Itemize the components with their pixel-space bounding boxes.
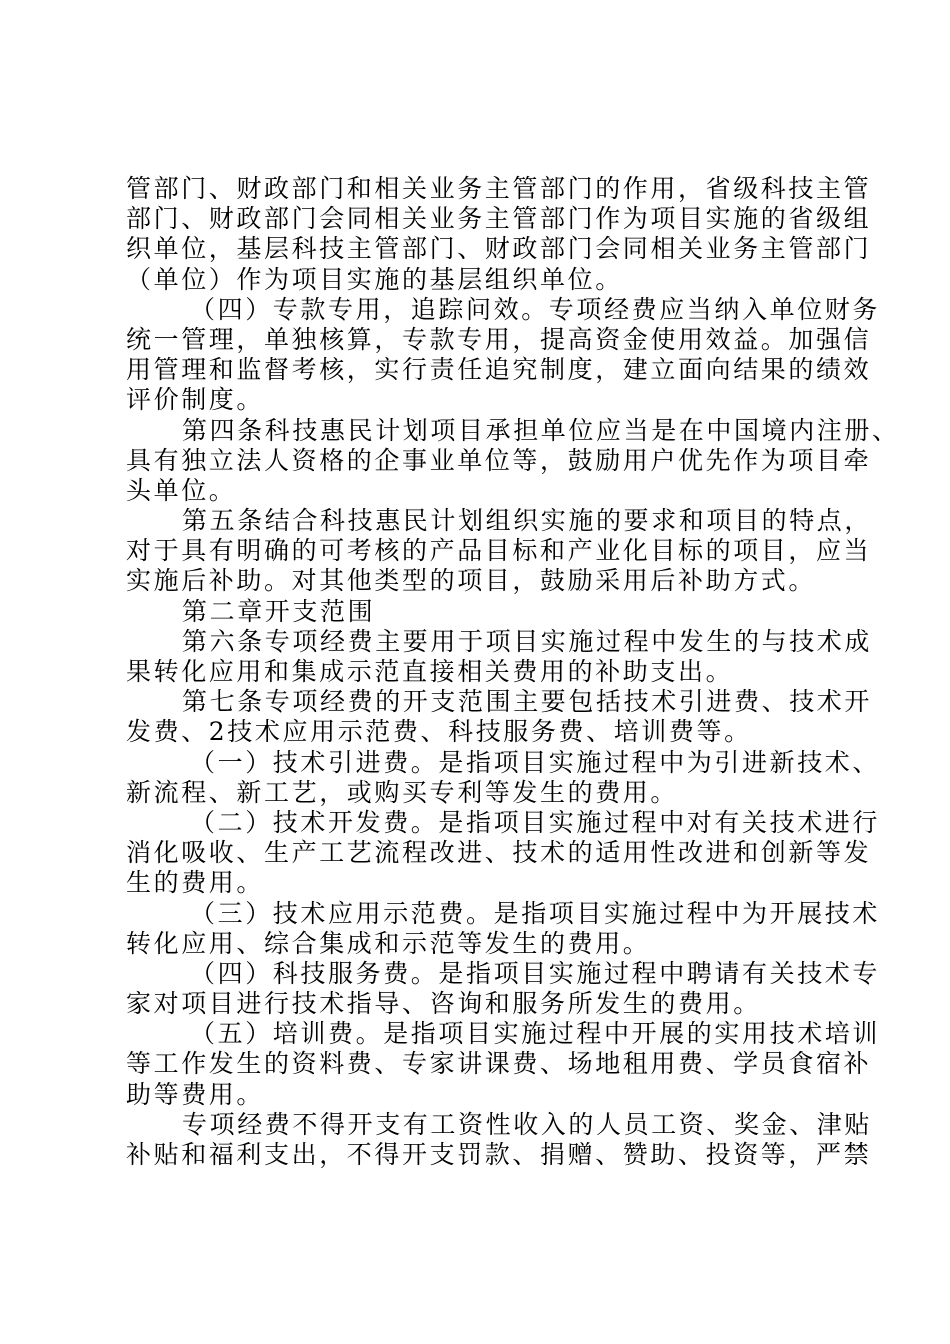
paragraph-first-line: （五）培训费。是指项目实施过程中开展的实用技术培训 xyxy=(190,1019,881,1049)
text-line: 补贴和福利支出，不得开支罚款、捐赠、赞助、投资等，严禁 xyxy=(126,1140,872,1169)
paragraph-first-line: （四）专款专用，追踪问效。专项经费应当纳入单位财务 xyxy=(190,294,881,324)
text-line: 果转化应用和集成示范直接相关费用的补助支出。 xyxy=(126,657,734,686)
paragraph-first-line: 专项经费不得开支有工资性收入的人员工资、奖金、津贴 xyxy=(182,1109,873,1139)
paragraph-first-line: （二）技术开发费。是指项目实施过程中对有关技术进行 xyxy=(190,807,881,837)
body-text xyxy=(126,174,900,1170)
text-line: （单位）作为项目实施的基层组织单位。 xyxy=(126,264,623,294)
text-line: 管部门、财政部门和相关业务主管部门的作用，省级科技主管 xyxy=(126,174,872,203)
chapter-heading: 第二章开支范围 xyxy=(182,596,376,626)
text-line: 部门、财政部门会同相关业务主管部门作为项目实施的省级组 xyxy=(126,204,872,234)
paragraph-first-line: 第五条结合科技惠民计划组织实施的要求和项目的特点， xyxy=(182,506,873,536)
paragraph-first-line: 第四条科技惠民计划项目承担单位应当是在中国境内注册、 xyxy=(182,415,900,445)
text-line: 织单位，基层科技主管部门、财政部门会同相关业务主管部门 xyxy=(126,234,872,264)
text-line: 新流程、新工艺，或购买专利等发生的费用。 xyxy=(126,777,679,807)
text-line: 生的费用。 xyxy=(126,868,265,898)
paragraph-first-line: 第六条专项经费主要用于项目实施过程中发生的与技术成 xyxy=(182,626,873,656)
text-line: 头单位。 xyxy=(126,475,237,505)
text-line: 等工作发生的资料费、专家讲课费、场地租用费、学员食宿补 xyxy=(126,1049,872,1079)
text-line: 助等费用。 xyxy=(126,1079,265,1109)
text-line: 发费、2技术应用示范费、科技服务费、培训费等。 xyxy=(126,717,752,747)
text-line: 具有独立法人资格的企事业单位等，鼓励用户优先作为项目牵 xyxy=(126,445,872,475)
text-line: 消化吸收、生产工艺流程改进、技术的适用性改进和创新等发 xyxy=(126,838,872,868)
text-line: 统一管理，单独核算，专款专用，提高资金使用效益。加强信 xyxy=(126,324,872,354)
paragraph-first-line: （一）技术引进费。是指项目实施过程中为引进新技术、 xyxy=(190,747,881,777)
text-line: 家对项目进行技术指导、咨询和服务所发生的费用。 xyxy=(126,989,761,1019)
text-line: 对于具有明确的可考核的产品目标和产业化目标的项目，应当 xyxy=(126,536,872,566)
paragraph-first-line: （三）技术应用示范费。是指项目实施过程中为开展技术 xyxy=(190,898,881,928)
text-line: 评价制度。 xyxy=(126,385,265,415)
text-line: 用管理和监督考核，实行责任追究制度，建立面向结果的绩效 xyxy=(126,355,872,385)
paragraph-first-line: （四）科技服务费。是指项目实施过程中聘请有关技术专 xyxy=(190,958,881,988)
text-line: 实施后补助。对其他类型的项目，鼓励采用后补助方式。 xyxy=(126,566,817,596)
paragraph-first-line: 第七条专项经费的开支范围主要包括技术引进费、技术开 xyxy=(182,687,873,717)
text-line: 转化应用、综合集成和示范等发生的费用。 xyxy=(126,928,651,958)
